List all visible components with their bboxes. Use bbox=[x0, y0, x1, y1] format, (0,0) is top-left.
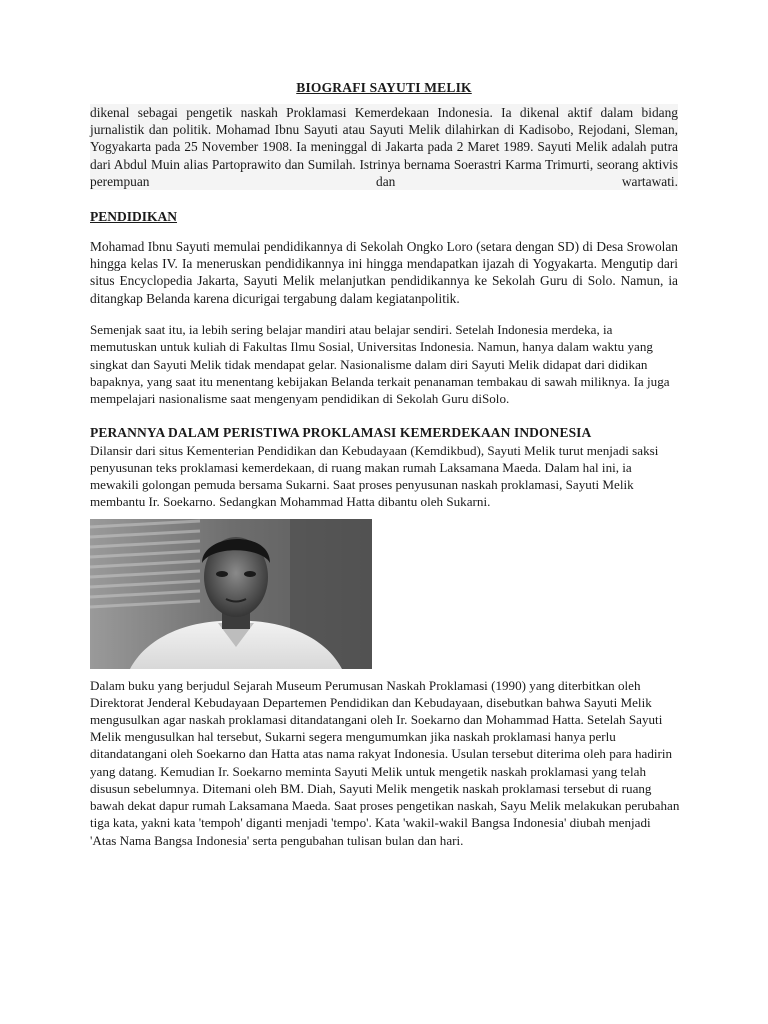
heading-pendidikan: PENDIDIKAN bbox=[90, 209, 178, 225]
heading-peran-proklamasi: PERANNYA DALAM PERISTIWA PROKLAMASI KEMERDEKAAN INDONESIA bbox=[90, 424, 592, 440]
pendidikan-paragraph-2: Semenjak saat itu, ia lebih sering belajar mandiri atau belajar sendiri. Setelah Indonesia merdeka, ia memutuskan untuk kuliah di Fakultas Ilmu Sosial, Universitas Indonesia. Namun, hanya dalam waktu yang singkat dan Sayuti Melik tidak mendapat gelar. Nasionalisme dalam diri Sayuti Melik didapat dari didikan bapaknya, yang saat itu menentang kebijakan Belanda terkait penanaman tembakau di sawah miliknya. Ia juga mempelajari nasionalisme saat mengenyam pendidikan di Sekolah Guru diSolo. bbox=[90, 321, 670, 407]
intro-paragraph: dikenal sebagai pengetik naskah Proklamasi Kemerdekaan Indonesia. Ia dikenal aktif dalam bidang jurnalistik dan politik. Mohamad Ibnu Sayuti atau Sayuti Melik dilahirkan di Kadisobo, Rejodani, Sleman, Yogyakarta pada 25 November 1908. Ia meninggal di Jakarta pada 2 Maret 1989. Sayuti Melik adalah putra dari Abdul Muin alias Partoprawito dan Sumilah. Istrinya bernama Soerastri Karma Trimurti, seorang aktivis perempuan dan wartawati. bbox=[90, 105, 678, 189]
pendidikan-paragraph-1: Mohamad Ibnu Sayuti memulai pendidikannya di Sekolah Ongko Loro (setara dengan SD) di Desa Srowolan hingga kelas IV. Ia meneruskan pendidikannya ini hingga mendapatkan ijazah di Yogyakarta. Mengutip dari situs Encyclopedia Jakarta, Sayuti Melik melanjutkan pendidikannya ke Sekolah Guru di Solo. Namun, ia ditangkap Belanda karena dicurigai tergabung dalam kegiatanpolitik. bbox=[90, 239, 678, 306]
portrait-image bbox=[90, 519, 372, 669]
peran-paragraph-2: Dalam buku yang berjudul Sejarah Museum Perumusan Naskah Proklamasi (1990) yang diterbitkan oleh Direktorat Jenderal Kebudayaan Departemen Pendidikan dan Kebudayaan, disebutkan bahwa Sayuti Melik mengusulkan agar naskah proklamasi ditandatangani oleh Ir. Soekarno dan Mohammad Hatta. Setelah Sayuti Melik mengusulkan hal tersebut, Sukarni segera mengumumkan jika naskah proklamasi hanya perlu ditandatangani oleh Soekarno dan Hatta atas nama rakyat Indonesia. Usulan tersebut diterima oleh para hadirin yang datang. Kemudian Ir. Soekarno meminta Sayuti Melik untuk mengetik naskah proklamasi yang telah disusun sebelumnya. Ditemani oleh BM. Diah, Sayuti Melik mengetik naskah proklamasi tersebut di ruang bawah dekat dapur rumah Laksamana Maeda. Saat proses pengetikan naskah, Sayu Melik melakukan perubahan tiga kata, yakni kata 'tempoh' diganti menjadi 'tempo'. Kata 'wakil-wakil Bangsa Indonesia' diubah menjadi 'Atas Nama Bangsa Indonesia' serta pengubahan tulisan bulan dan hari. bbox=[90, 677, 680, 848]
document-title: BIOGRAFI SAYUTI MELIK bbox=[296, 80, 472, 95]
document-page bbox=[90, 78, 678, 849]
portrait-photo bbox=[90, 519, 372, 669]
peran-paragraph-1: Dilansir dari situs Kementerian Pendidikan dan Kebudayaan (Kemdikbud), Sayuti Melik turut menjadi saksi penyusunan teks proklamasi kemerdekaan, di ruang makan rumah Laksamana Maeda. Dalam hal ini, ia mewakili golongan pemuda bersama Sukarni. Saat proses penyusunan naskah proklamasi, Sayuti Melik membantu Ir. Soekarno. Sedangkan Mohammad Hatta dibantu oleh Sukarni. bbox=[90, 442, 659, 510]
